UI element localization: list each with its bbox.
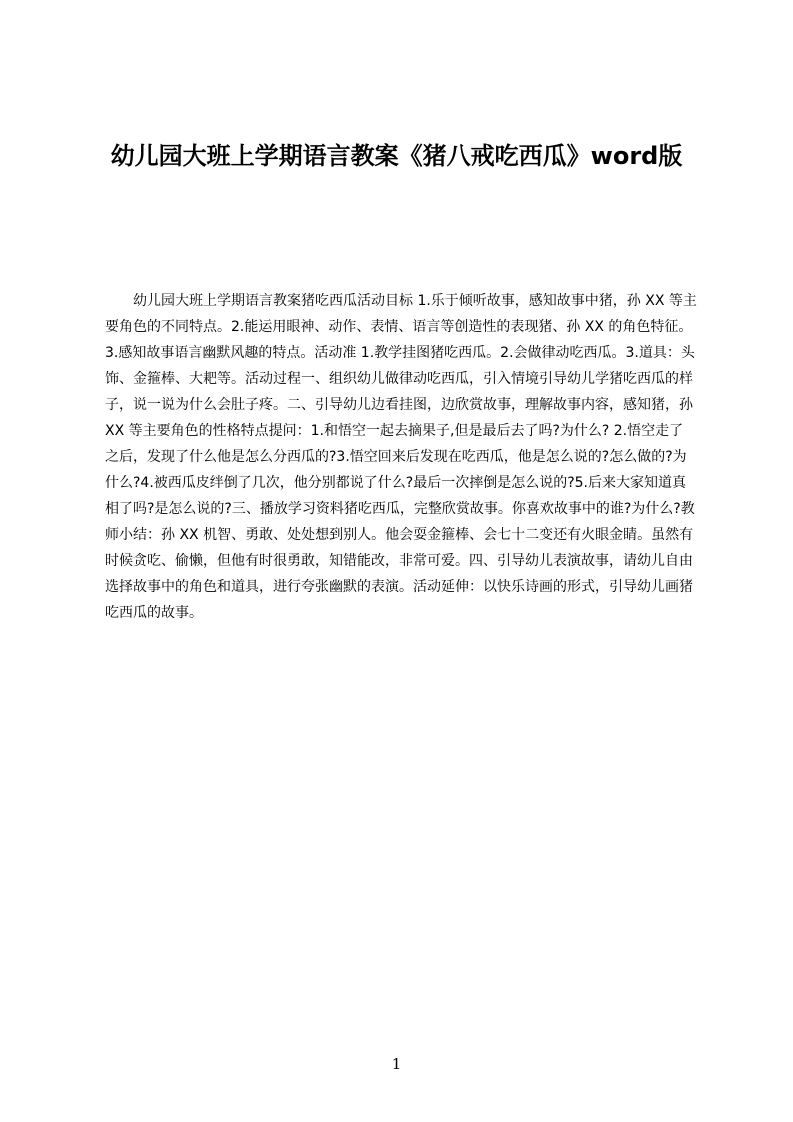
- document-body: [105, 288, 697, 668]
- document-title: 幼儿园大班上学期语言教案《猪八戒吃西瓜》word版: [110, 142, 683, 170]
- page-number: 1: [391, 1055, 402, 1073]
- body-paragraph: 幼儿园大班上学期语言教案猪吃西瓜活动目标 1.乐于倾听故事，感知故事中猪，孙 XX 等主要角色的不同特点。2.能运用眼神、动作、表情、语言等创造性的表现猪、孙 XX 的角色特征。3.感知故事语言幽默风趣的特点。活动准 1.教学挂图猪吃西瓜。2.会做律动吃西瓜。3.道具：头饰、金箍棒、大耙等。活动过程一、组织幼儿做律动吃西瓜，引入情境引导幼儿学猪吃西瓜的样子，说一说为什么会肚子疼。二、引导幼儿边看挂图，边欣赏故事，理解故事内容，感知猪，孙 XX 等主要角色的性格特点提问：1.和悟空一起去摘果子,但是最后去了吗?为什么? 2.悟空走了之后，发现了什么他是怎么分西瓜的?3.悟空回来后发现在吃西瓜，他是怎么说的?怎么做的?为什么?4.被西瓜皮绊倒了几次，他分别都说了什么?最后一次摔倒是怎么说的?5.后来大家知道真相了吗?是怎么说的?三、播放学习资料猪吃西瓜，完整欣赏故事。你喜欢故事中的谁?为什么?教师小结：孙 XX 机智、勇敢、处处想到别人。他会耍金箍棒、会七十二变还有火眼金睛。虽然有时候贪吃、偷懒，但他有时很勇敢，知错能改，非常可爱。四、引导幼儿表演故事，请幼儿自由选择故事中的角色和道具，进行夸张幽默的表演。活动延伸：以快乐诗画的形式，引导幼儿画猪吃西瓜的故事。: [105, 293, 697, 621]
